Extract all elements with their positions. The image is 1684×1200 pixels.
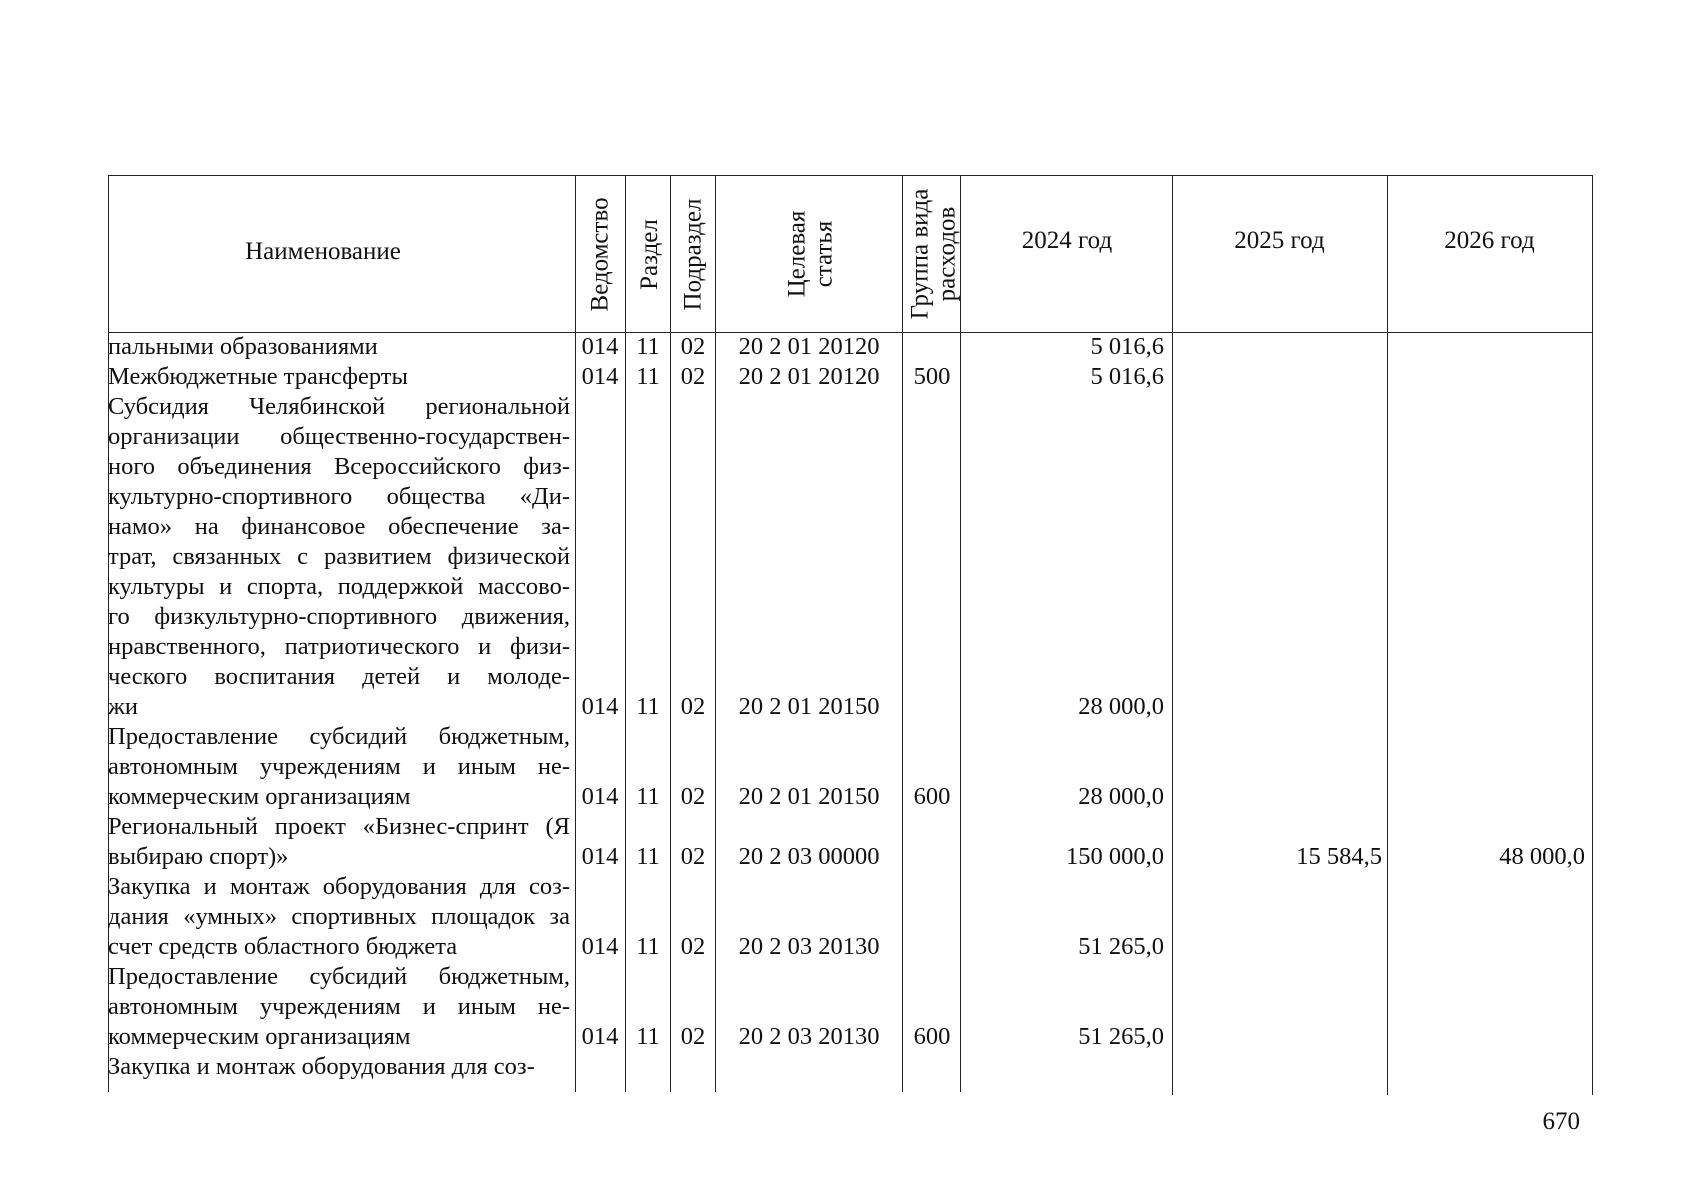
- cell-razdel: 11: [636, 693, 660, 720]
- row-name-line: намо» на финансовое обеспечение за-: [108, 513, 570, 540]
- header-year-2024: 2024 год: [1021, 227, 1113, 254]
- cell-razdel: 11: [636, 1023, 660, 1050]
- cell-podrazdel: 02: [680, 933, 706, 960]
- cell-podrazdel: 02: [680, 783, 706, 810]
- row-name-line: коммерческим организациям: [108, 1023, 411, 1050]
- cell-celevaya-statya: 20 2 01 20150: [738, 693, 880, 720]
- cell-razdel: 11: [636, 933, 660, 960]
- row-name-line: дания «умных» спортивных площадок за: [108, 903, 570, 930]
- row-name-line: ческого воспитания детей и молоде-: [108, 663, 570, 690]
- header-gruppa-text: [906, 189, 960, 320]
- row-name-line: выбираю спорт)»: [108, 843, 289, 870]
- cell-celevaya-statya: 20 2 01 20150: [738, 783, 880, 810]
- cell-celevaya-statya: 20 2 01 20120: [738, 333, 880, 360]
- header-razdel-text: Раздел: [635, 218, 663, 290]
- header-vedomstvo-text: Ведомство: [586, 196, 614, 312]
- cell-podrazdel: 02: [680, 363, 706, 390]
- column-rule: [715, 175, 716, 1092]
- cell-2025: 15 584,5: [1296, 843, 1382, 870]
- cell-razdel: 11: [636, 363, 660, 390]
- header-gruppa-line-1: Группа вида: [906, 188, 933, 320]
- row-name-line: жи: [108, 693, 139, 720]
- cell-vedomstvo: 014: [581, 693, 619, 720]
- cell-vedomstvo: 014: [581, 933, 619, 960]
- cell-2024: 28 000,0: [1078, 783, 1164, 810]
- cell-celevaya-statya: 20 2 03 00000: [738, 843, 880, 870]
- row-name-line: Закупка и монтаж оборудования для соз-: [108, 1053, 535, 1080]
- row-name-line: организации общественно-государствен-: [108, 423, 570, 450]
- row-name-line: культуры и спорта, поддержкой массово-: [108, 573, 570, 600]
- header-podrazdel: [673, 175, 713, 333]
- column-rule: [902, 175, 903, 1092]
- cell-vedomstvo: 014: [581, 783, 619, 810]
- row-name-line: ного объединения Всероссийского физ-: [108, 453, 570, 480]
- row-name-line: Региональный проект «Бизнес-спринт (Я: [108, 813, 570, 840]
- header-name: Наименование: [245, 238, 401, 265]
- cell-2024: 51 265,0: [1078, 1023, 1164, 1050]
- cell-2024: 5 016,6: [1090, 333, 1164, 360]
- column-rule: [1387, 175, 1388, 1095]
- header-year-2025: 2025 год: [1234, 227, 1325, 254]
- header-celevaya-line-2: статья: [809, 220, 837, 288]
- cell-razdel: 11: [636, 333, 660, 360]
- row-name-line: пальными образованиями: [108, 333, 378, 360]
- row-name-line: нравственного, патриотического и физи-: [108, 633, 570, 660]
- row-name-line: автономным учреждениям и иным не-: [108, 753, 570, 780]
- cell-2024: 150 000,0: [1066, 843, 1164, 870]
- cell-celevaya-statya: 20 2 01 20120: [738, 363, 880, 390]
- page-number: 670: [1542, 1108, 1580, 1135]
- cell-vedomstvo: 014: [581, 843, 619, 870]
- column-rule: [625, 175, 626, 1092]
- header-gruppa-line-2: расходов: [933, 206, 960, 302]
- row-name-line: го физкультурно-спортивного движения,: [108, 603, 570, 630]
- header-gruppa-vida-rashodov: [904, 175, 962, 333]
- cell-celevaya-statya: 20 2 03 20130: [738, 1023, 880, 1050]
- cell-2024: 28 000,0: [1078, 693, 1164, 720]
- header-year-2026: 2026 год: [1444, 227, 1535, 254]
- row-name-line: автономным учреждениям и иным не-: [108, 993, 570, 1020]
- row-name-line: Субсидия Челябинской региональной: [108, 393, 570, 420]
- header-celevaya-line-1: Целевая: [782, 210, 810, 298]
- column-rule: [1172, 175, 1173, 1095]
- cell-podrazdel: 02: [680, 333, 706, 360]
- cell-razdel: 11: [636, 843, 660, 870]
- header-vedomstvo: [578, 175, 622, 333]
- column-rule: [575, 175, 576, 1092]
- header-celevaya-statya: [718, 175, 902, 333]
- row-name-line: Закупка и монтаж оборудования для соз-: [108, 873, 570, 900]
- header-podrazdel-text: Подраздел: [679, 198, 707, 310]
- header-celevaya-statya-text: [783, 211, 837, 298]
- cell-celevaya-statya: 20 2 03 20130: [738, 933, 880, 960]
- header-razdel: [628, 175, 670, 333]
- row-name-line: счет средств областного бюджета: [108, 933, 458, 960]
- cell-2026: 48 000,0: [1499, 843, 1585, 870]
- cell-vedomstvo: 014: [581, 363, 619, 390]
- cell-2024: 51 265,0: [1078, 933, 1164, 960]
- row-name-line: Предоставление субсидий бюджетным,: [108, 963, 570, 990]
- cell-podrazdel: 02: [680, 843, 706, 870]
- cell-gruppa-vida: 500: [913, 363, 951, 390]
- cell-podrazdel: 02: [680, 1023, 706, 1050]
- cell-gruppa-vida: 600: [913, 1023, 951, 1050]
- cell-podrazdel: 02: [680, 693, 706, 720]
- cell-razdel: 11: [636, 783, 660, 810]
- cell-gruppa-vida: 600: [913, 783, 951, 810]
- row-name-line: культурно-спортивного общества «Ди-: [108, 483, 570, 510]
- column-rule: [1592, 175, 1593, 1095]
- row-name-line: коммерческим организациям: [108, 783, 411, 810]
- row-name-line: трат, связанных с развитием физической: [108, 543, 570, 570]
- cell-2024: 5 016,6: [1090, 363, 1164, 390]
- column-rule: [670, 175, 671, 1092]
- cell-vedomstvo: 014: [581, 1023, 619, 1050]
- row-name-line: Предоставление субсидий бюджетным,: [108, 723, 570, 750]
- cell-vedomstvo: 014: [581, 333, 619, 360]
- row-name-line: Межбюджетные трансферты: [108, 363, 408, 390]
